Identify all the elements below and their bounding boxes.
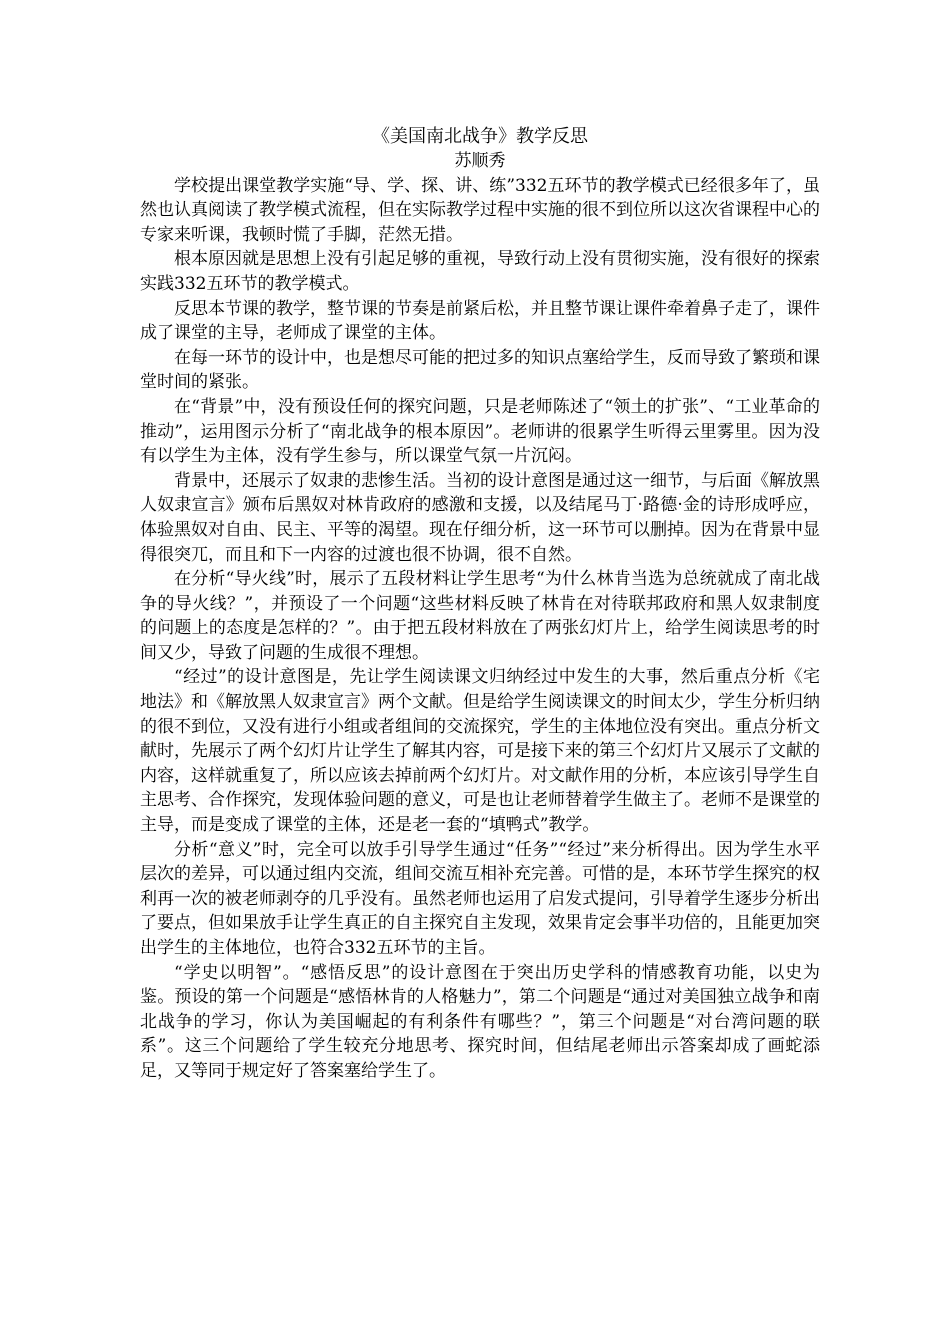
paragraph: 背景中，还展示了奴隶的悲惨生活。当初的设计意图是通过这一细节，与后面《解放黑人奴隶宣言》颁布后黑奴对林肯政府的感激和支援，以及结尾马丁·路德·金的诗形成呼应，体验黑奴对自由、民主、平等的渴望。现在仔细分析，这一环节可以删掉。因为在背景中显得很突兀，而且和下一内容的过渡也很不协调，很不自然。 [140,470,820,565]
paragraph: 根本原因就是思想上没有引起足够的重视，导致行动上没有贯彻实施，没有很好的探索实践332五环节的教学模式。 [140,249,820,294]
document-author: 苏顺秀 [454,151,506,171]
paragraph: 在每一环节的设计中，也是想尽可能的把过多的知识点塞给学生，反而导致了繁琐和课堂时间的紧张。 [140,347,820,393]
document-title: 《美国南北战争》教学反思 [372,126,588,147]
paragraph: 反思本节课的教学，整节课的节奏是前紧后松，并且整节课让课件牵着鼻子走了，课件成了课堂的主导，老师成了课堂的主体。 [140,298,820,344]
paragraph: 学校提出课堂教学实施“导、学、探、讲、练”332五环节的教学模式已经很多年了，虽然也认真阅读了教学模式流程，但在实际教学过程中实施的很不到位所以这次省课程中心的专家来听课，我顿时慌了手脚，茫然无措。 [140,175,820,245]
paragraph: “学史以明智”。“感悟反思”的设计意图在于突出历史学科的情感教育功能，以史为鉴。预设的第一个问题是“感悟林肯的人格魅力”，第二个问题是“通过对美国独立战争和南北战争的学习，你认为美国崛起的有利条件有哪些？”，第三个问题是“对台湾问题的联系”。这三个问题给了学生较充分地思考、探究时间，但结尾老师出示答案却成了画蛇添足，又等同于规定好了答案塞给学生了。 [140,962,820,1081]
paragraph: “经过”的设计意图是，先让学生阅读课文归纳经过中发生的大事，然后重点分析《宅地法》和《解放黑人奴隶宣言》两个文献。但是给学生阅读课文的时间太少，学生分析归纳的很不到位，又没有进行小组或者组间的交流探究，学生的主体地位没有突出。重点分析文献时，先展示了两个幻灯片让学生了解其内容，可是接下来的第三个幻灯片又展示了文献的内容，这样就重复了，所以应该去掉前两个幻灯片。对文献作用的分析，本应该引导学生自主思考、合作探究，发现体验问题的意义，可是也让老师替着学生做主了。老师不是课堂的主导，而是变成了课堂的主体，还是老一套的“填鸭式”教学。 [140,667,820,836]
paragraph: 在分析“导火线”时，展示了五段材料让学生思考“为什么林肯当选为总统就成了南北战争的导火线？”，并预设了一个问题“这些材料反映了林肯在对待联邦政府和黑人奴隶制度的问题上的态度是怎样的？”。由于把五段材料放在了两张幻灯片上，给学生阅读思考的时间又少，导致了问题的生成很不理想。 [140,569,820,663]
document-body [140,124,820,1084]
paragraph: 分析“意义”时，完全可以放手引导学生通过“任务”“经过”来分析得出。因为学生水平层次的差异，可以通过组内交流，组间交流互相补充完善。可惜的是，本环节学生探究的权利再一次的被老师剥夺的几乎没有。虽然老师也运用了启发式提问，引导着学生逐步分析出了要点，但如果放手让学生真正的自主探究自主发现，效果肯定会事半功倍的，且能更加突出学生的主体地位，也符合332五环节的主旨。 [140,839,820,958]
paragraph: 在“背景”中，没有预设任何的探究问题，只是老师陈述了“领土的扩张”、“工业革命的推动”，运用图示分析了“南北战争的根本原因”。老师讲的很累学生听得云里雾里。因为没有以学生为主体，没有学生参与，所以课堂气氛一片沉闷。 [140,396,820,467]
